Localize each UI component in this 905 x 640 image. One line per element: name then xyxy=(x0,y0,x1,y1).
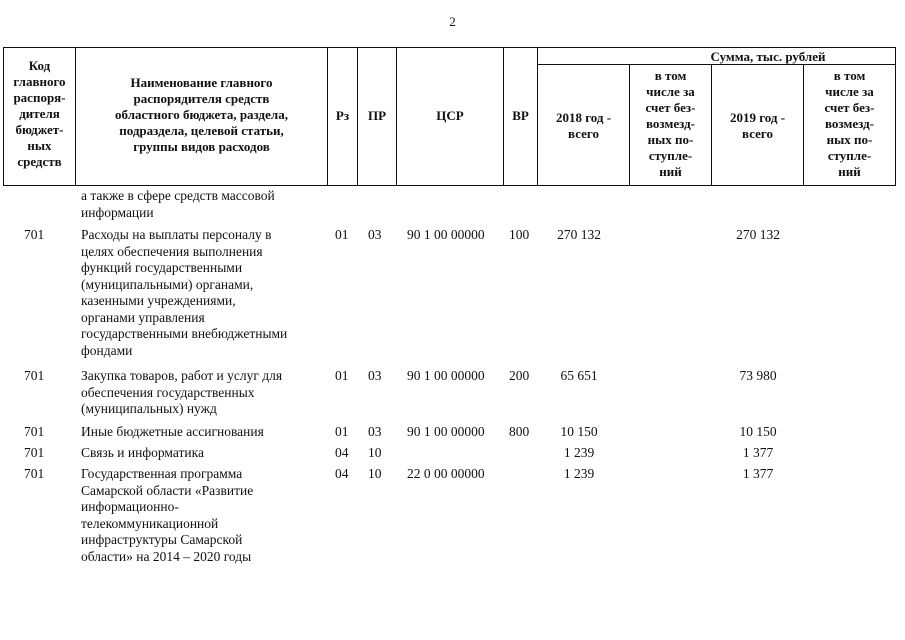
row-csr: 90 1 00 00000 xyxy=(407,227,485,242)
row-name xyxy=(81,424,331,441)
header-name-line: подраздела, целевой статьи, xyxy=(119,123,284,138)
row-code: 701 xyxy=(24,466,45,481)
header-csr: ЦСР xyxy=(436,108,464,123)
header-code-line: дителя xyxy=(19,106,60,121)
row-csr: 90 1 00 00000 xyxy=(407,424,485,439)
row-vr: 200 xyxy=(509,368,530,383)
header-2018-free-line: счет без- xyxy=(645,100,696,115)
row-code: 701 xyxy=(24,368,45,383)
row-name-line: целях обеспечения выполнения xyxy=(81,243,263,259)
row-name-line: обеспечения государственных xyxy=(81,384,255,400)
header-bottom-border xyxy=(3,185,896,186)
row-name-line: информации xyxy=(81,204,154,220)
header-2019-total xyxy=(712,110,803,142)
row-pr: 10 xyxy=(368,445,382,460)
row-name xyxy=(81,368,331,418)
header-2019-line: всего xyxy=(742,126,773,141)
row-csr: 90 1 00 00000 xyxy=(407,368,485,383)
row-vr: 100 xyxy=(509,227,530,242)
row-name-line: государственными внебюджетными xyxy=(81,326,288,341)
row-name-line: органами управления xyxy=(81,309,205,325)
header-code-line: распоря- xyxy=(13,90,66,105)
header-code-line: бюджет- xyxy=(15,122,64,137)
row-2019: 1 377 xyxy=(742,466,774,481)
header-2018-free-line: в том xyxy=(654,68,687,83)
header-2019-line: 2019 год - xyxy=(729,110,786,125)
header-name-line: Наименование главного xyxy=(130,75,273,90)
row-name-line: (муниципальными) органами, xyxy=(81,276,254,292)
row-name-line: казенными учреждениями, xyxy=(81,293,236,308)
header-2019-free-line: ний xyxy=(838,164,861,179)
header-2018-free xyxy=(630,68,711,180)
row-2018: 270 132 xyxy=(557,227,601,242)
row-pr: 03 xyxy=(368,424,382,439)
row-name-line: а также в сфере средств массовой xyxy=(81,188,275,203)
header-2019-free-line: в том xyxy=(833,68,866,83)
header-2018-total xyxy=(538,110,629,142)
header-name xyxy=(76,75,327,155)
header-2019-free-line: числе за xyxy=(825,84,874,99)
row-name xyxy=(81,445,331,462)
row-code: 701 xyxy=(24,445,45,460)
border-right xyxy=(895,47,896,186)
row-name-line: области» на 2014 – 2020 годы xyxy=(81,548,252,564)
row-pr: 03 xyxy=(368,227,382,242)
row-rz: 01 xyxy=(335,368,349,383)
header-name-line: областного бюджета, раздела, xyxy=(115,107,288,122)
header-code xyxy=(4,58,75,170)
header-2019-free-line: счет без- xyxy=(824,100,875,115)
row-name-line: Расходы на выплаты персоналу в xyxy=(81,227,272,242)
row-csr: 22 0 00 00000 xyxy=(407,466,485,481)
row-rz: 04 xyxy=(335,466,349,481)
row-2018: 1 239 xyxy=(563,466,595,481)
header-2018-free-line: возмезд- xyxy=(646,116,695,131)
header-top-border xyxy=(3,47,896,48)
header-vr: ВР xyxy=(512,108,529,123)
row-name-line: Закупка товаров, работ и услуг для xyxy=(81,368,283,383)
row-pr: 10 xyxy=(368,466,382,481)
row-2019: 270 132 xyxy=(736,227,780,242)
header-code-line: Код xyxy=(28,58,51,73)
header-2019-free-line: ных по- xyxy=(826,132,873,147)
row-name-line: Государственная программа xyxy=(81,466,243,481)
row-name-line: информационно- xyxy=(81,499,179,514)
row-name-line: фондами xyxy=(81,342,133,358)
header-2019-free-line: возмезд- xyxy=(825,116,874,131)
header-2018-free-line: числе за xyxy=(646,84,695,99)
row-2019: 73 980 xyxy=(739,368,777,383)
header-name-line: группы видов расходов xyxy=(133,139,270,154)
header-code-line: средств xyxy=(17,154,62,169)
row-2019: 10 150 xyxy=(739,424,777,439)
header-2018-free-line: ний xyxy=(659,164,682,179)
header-code-line: ных xyxy=(27,138,52,153)
row-vr: 800 xyxy=(509,424,530,439)
row-name xyxy=(81,466,331,565)
header-2018-line: всего xyxy=(568,126,599,141)
row-pr: 03 xyxy=(368,368,382,383)
row-code: 701 xyxy=(24,424,45,439)
header-2019-free-line: ступле- xyxy=(827,148,872,163)
header-code-line: главного xyxy=(13,74,66,89)
row-name xyxy=(81,227,331,359)
row-name-line: телекоммуникационной xyxy=(81,515,219,531)
header-rz: Рз xyxy=(335,108,350,123)
row-2018: 10 150 xyxy=(560,424,598,439)
header-2018-line: 2018 год - xyxy=(555,110,612,125)
row-name-line: функций государственными xyxy=(81,260,243,275)
row-name-line: Самарской области «Развитие xyxy=(81,482,254,498)
header-sum: Сумма, тыс. рублей xyxy=(710,49,826,64)
row-rz: 01 xyxy=(335,227,349,242)
header-2019-free xyxy=(804,68,895,180)
row-code: 701 xyxy=(24,227,45,242)
row-2018: 1 239 xyxy=(563,445,595,460)
row-rz: 04 xyxy=(335,445,349,460)
header-2018-free-line: ных по- xyxy=(647,132,694,147)
header-name-line: распорядителя средств xyxy=(133,91,270,106)
header-pr: ПР xyxy=(367,108,387,123)
row-name-line: Связь и информатика xyxy=(81,445,204,460)
row-2019: 1 377 xyxy=(742,445,774,460)
header-2018-free-line: ступле- xyxy=(648,148,693,163)
row-2018: 65 651 xyxy=(560,368,598,383)
row-name-line: (муниципальных) нужд xyxy=(81,401,217,416)
row-name xyxy=(81,188,331,221)
row-name-line: Иные бюджетные ассигнования xyxy=(81,424,264,439)
page-number: 2 xyxy=(449,14,456,29)
row-rz: 01 xyxy=(335,424,349,439)
row-name-line: инфраструктуры Самарской xyxy=(81,532,243,547)
